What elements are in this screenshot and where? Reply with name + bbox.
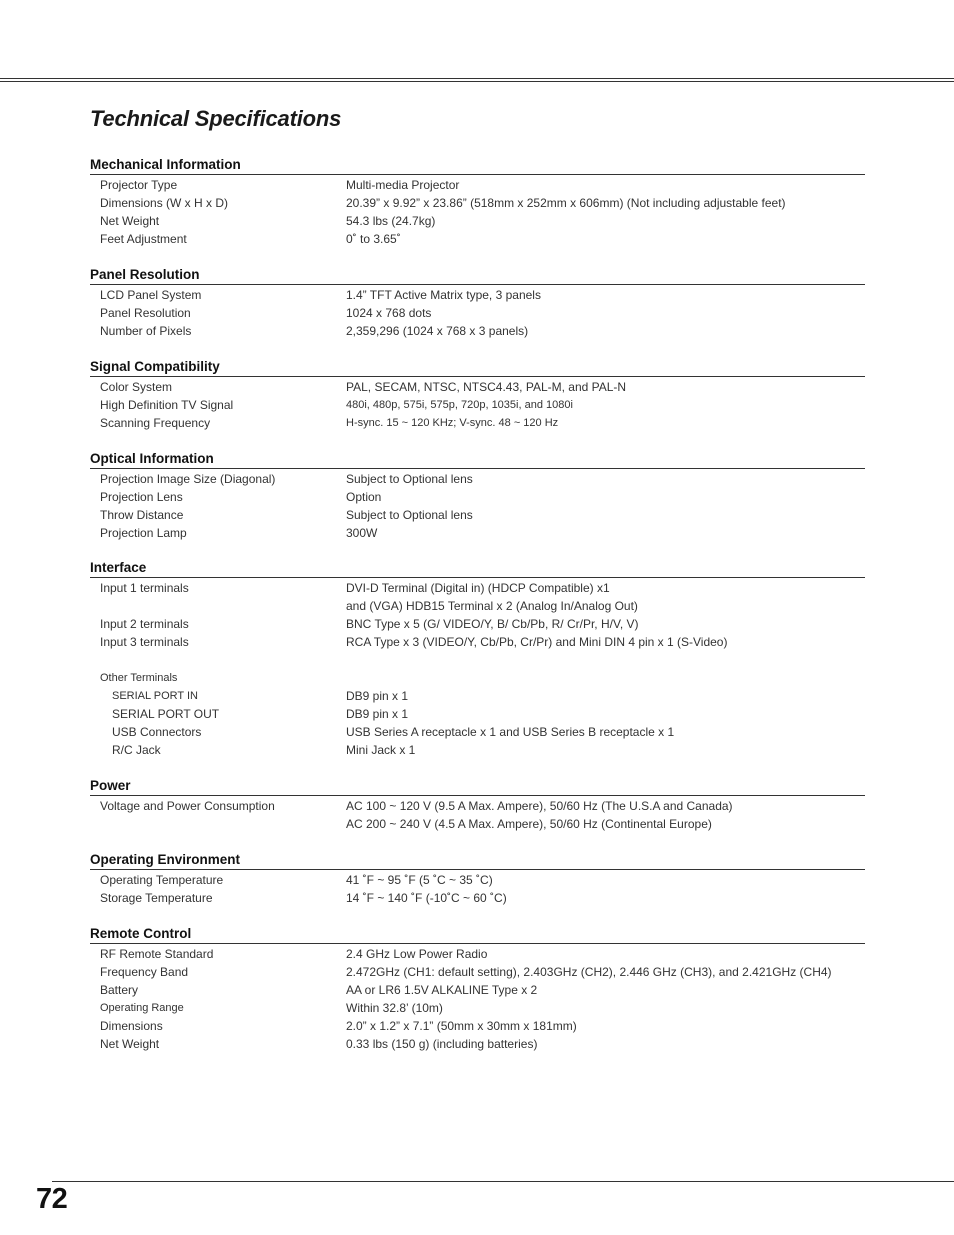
section-signal — [90, 358, 865, 432]
spec-value: and (VGA) HDB15 Terminal x 2 (Analog In/Analog Out) — [346, 599, 638, 613]
spec-value: Option — [346, 490, 382, 504]
spec-label: Net Weight — [100, 1037, 160, 1051]
spec-value: 41 ˚F ~ 95 ˚F (5 ˚C ~ 35 ˚C) — [346, 873, 493, 887]
section-title-signal: Signal Compatibility — [90, 358, 865, 377]
spec-row — [90, 286, 865, 304]
spec-value: 1024 x 768 dots — [346, 306, 432, 320]
section-title-panel: Panel Resolution — [90, 266, 865, 285]
spec-label: LCD Panel System — [100, 288, 202, 302]
spec-row — [90, 981, 865, 999]
spec-value: 2.0” x 1.2” x 7.1” (50mm x 30mm x 181mm) — [346, 1019, 577, 1033]
spec-value: Subject to Optional lens — [346, 508, 473, 522]
spec-row — [90, 176, 865, 194]
spec-label: Panel Resolution — [100, 306, 191, 320]
spec-value: AA or LR6 1.5V ALKALINE Type x 2 — [346, 983, 538, 997]
spec-value: H-sync. 15 ~ 120 KHz; V-sync. 48 ~ 120 Hz — [346, 417, 559, 429]
section-title-interface: Interface — [90, 559, 865, 578]
spec-label — [90, 651, 346, 669]
section-title-optical: Optical Information — [90, 450, 865, 469]
spec-row — [90, 304, 865, 322]
spec-row — [90, 378, 865, 396]
spec-row — [90, 488, 865, 506]
spec-value: Mini Jack x 1 — [346, 743, 416, 757]
section-power — [90, 777, 865, 833]
spec-row — [90, 322, 865, 340]
spec-row — [90, 705, 865, 723]
spec-row — [90, 963, 865, 981]
spec-label: Input 1 terminals — [100, 581, 189, 595]
spec-label: SERIAL PORT IN — [112, 690, 198, 702]
spec-label: Battery — [100, 983, 139, 997]
spec-value: Multi-media Projector — [346, 178, 460, 192]
spec-value: BNC Type x 5 (G/ VIDEO/Y, B/ Cb/Pb, R/ Cr/Pr, H/V, V) — [346, 617, 639, 631]
spec-label: Operating Range — [100, 1002, 184, 1014]
spec-label: Scanning Frequency — [100, 416, 211, 430]
spec-value: 2,359,296 (1024 x 768 x 3 panels) — [346, 324, 529, 338]
section-title-mechanical: Mechanical Information — [90, 156, 865, 175]
spec-value: 0.33 lbs (150 g) (including batteries) — [346, 1037, 538, 1051]
section-mechanical — [90, 156, 865, 248]
spec-label: RF Remote Standard — [100, 947, 214, 961]
spec-label: Feet Adjustment — [100, 232, 187, 246]
spec-row — [90, 579, 865, 597]
spec-value: 14 ˚F ~ 140 ˚F (-10˚C ~ 60 ˚C) — [346, 891, 507, 905]
spec-row — [90, 597, 865, 615]
spec-label: Input 3 terminals — [100, 635, 189, 649]
spec-label: Frequency Band — [100, 965, 189, 979]
spec-value: 480i, 480p, 575i, 575p, 720p, 1035i, and 1080i — [346, 399, 573, 411]
spec-label: Projection Lamp — [100, 526, 187, 540]
spec-label: Projection Image Size (Diagonal) — [100, 472, 276, 486]
spec-value: RCA Type x 3 (VIDEO/Y, Cb/Pb, Cr/Pr) and Mini DIN 4 pin x 1 (S-Video) — [346, 635, 728, 649]
spec-value: 0˚ to 3.65˚ — [346, 232, 401, 246]
spec-label: Projection Lens — [100, 490, 183, 504]
spec-row — [90, 999, 865, 1017]
spec-row — [90, 633, 865, 651]
section-interface — [90, 559, 865, 759]
spec-value: 20.39” x 9.92” x 23.86” (518mm x 252mm x 606mm) (Not including adjustable feet) — [346, 196, 786, 210]
top-rule-1 — [0, 78, 954, 79]
spec-row — [90, 414, 865, 432]
spec-value: PAL, SECAM, NTSC, NTSC4.43, PAL-M, and PAL-N — [346, 380, 627, 394]
spec-row — [90, 889, 865, 907]
spec-label: Input 2 terminals — [100, 617, 189, 631]
spec-value: 300W — [346, 526, 378, 540]
spec-value: USB Series A receptacle x 1 and USB Series B receptacle x 1 — [346, 725, 675, 739]
spec-label: Throw Distance — [100, 508, 184, 522]
page-title: Technical Specifications — [90, 106, 342, 131]
spec-label: Operating Temperature — [100, 873, 224, 887]
spec-row — [90, 669, 865, 687]
spec-label: Dimensions (W x H x D) — [100, 196, 229, 210]
spec-row — [90, 230, 865, 248]
spec-value: Within 32.8’ (10m) — [346, 1001, 443, 1015]
spec-row — [90, 815, 865, 833]
spec-label: USB Connectors — [112, 725, 202, 739]
section-remote — [90, 925, 865, 1053]
spec-row — [90, 1017, 865, 1035]
spec-row — [90, 506, 865, 524]
spec-value: 2.472GHz (CH1: default setting), 2.403GHz (CH2), 2.446 GHz (CH3), and 2.421GHz (CH4) — [346, 965, 832, 979]
spec-row — [90, 945, 865, 963]
spec-label: Other Terminals — [100, 672, 178, 684]
spec-label: Storage Temperature — [100, 891, 213, 905]
spec-label: R/C Jack — [112, 743, 161, 757]
spec-value — [346, 669, 865, 687]
spec-row — [90, 741, 865, 759]
spec-value: AC 200 ~ 240 V (4.5 A Max. Ampere), 50/60 Hz (Continental Europe) — [346, 817, 712, 831]
spec-row — [90, 797, 865, 815]
spec-value: DB9 pin x 1 — [346, 689, 409, 703]
spec-row — [90, 687, 865, 705]
section-panel — [90, 266, 865, 340]
spec-label: Voltage and Power Consumption — [100, 799, 275, 813]
spec-value: DVI-D Terminal (Digital in) (HDCP Compatible) x1 — [346, 581, 610, 595]
spec-row — [90, 212, 865, 230]
top-rule-2 — [0, 81, 954, 82]
spec-label: SERIAL PORT OUT — [112, 707, 220, 721]
spec-row — [90, 615, 865, 633]
spec-row — [90, 396, 865, 414]
spec-row — [90, 1035, 865, 1053]
spec-label: Number of Pixels — [100, 324, 192, 338]
spec-label: High Definition TV Signal — [100, 398, 234, 412]
section-title-power: Power — [90, 777, 865, 796]
spec-label: Dimensions — [100, 1019, 163, 1033]
spec-row — [90, 524, 865, 542]
spec-row — [90, 194, 865, 212]
spec-value: 54.3 lbs (24.7kg) — [346, 214, 436, 228]
bottom-rule — [52, 1181, 954, 1182]
spec-value — [346, 651, 865, 669]
spec-value: Subject to Optional lens — [346, 472, 473, 486]
spec-value: 1.4” TFT Active Matrix type, 3 panels — [346, 288, 541, 302]
spec-label: Projector Type — [100, 178, 178, 192]
section-optical — [90, 450, 865, 542]
spec-row — [90, 723, 865, 741]
section-environment — [90, 851, 865, 907]
spec-value: AC 100 ~ 120 V (9.5 A Max. Ampere), 50/60 Hz (The U.S.A and Canada) — [346, 799, 733, 813]
section-title-environment: Operating Environment — [90, 851, 865, 870]
page-number: 72 — [36, 1183, 68, 1215]
spec-value: DB9 pin x 1 — [346, 707, 409, 721]
spec-value: 2.4 GHz Low Power Radio — [346, 947, 488, 961]
spec-label — [90, 815, 346, 833]
spec-label — [90, 597, 346, 615]
spec-label: Color System — [100, 380, 173, 394]
spec-row — [90, 470, 865, 488]
section-title-remote: Remote Control — [90, 925, 865, 944]
spec-label: Net Weight — [100, 214, 160, 228]
spec-row — [90, 871, 865, 889]
spec-row-spacer — [90, 651, 865, 669]
